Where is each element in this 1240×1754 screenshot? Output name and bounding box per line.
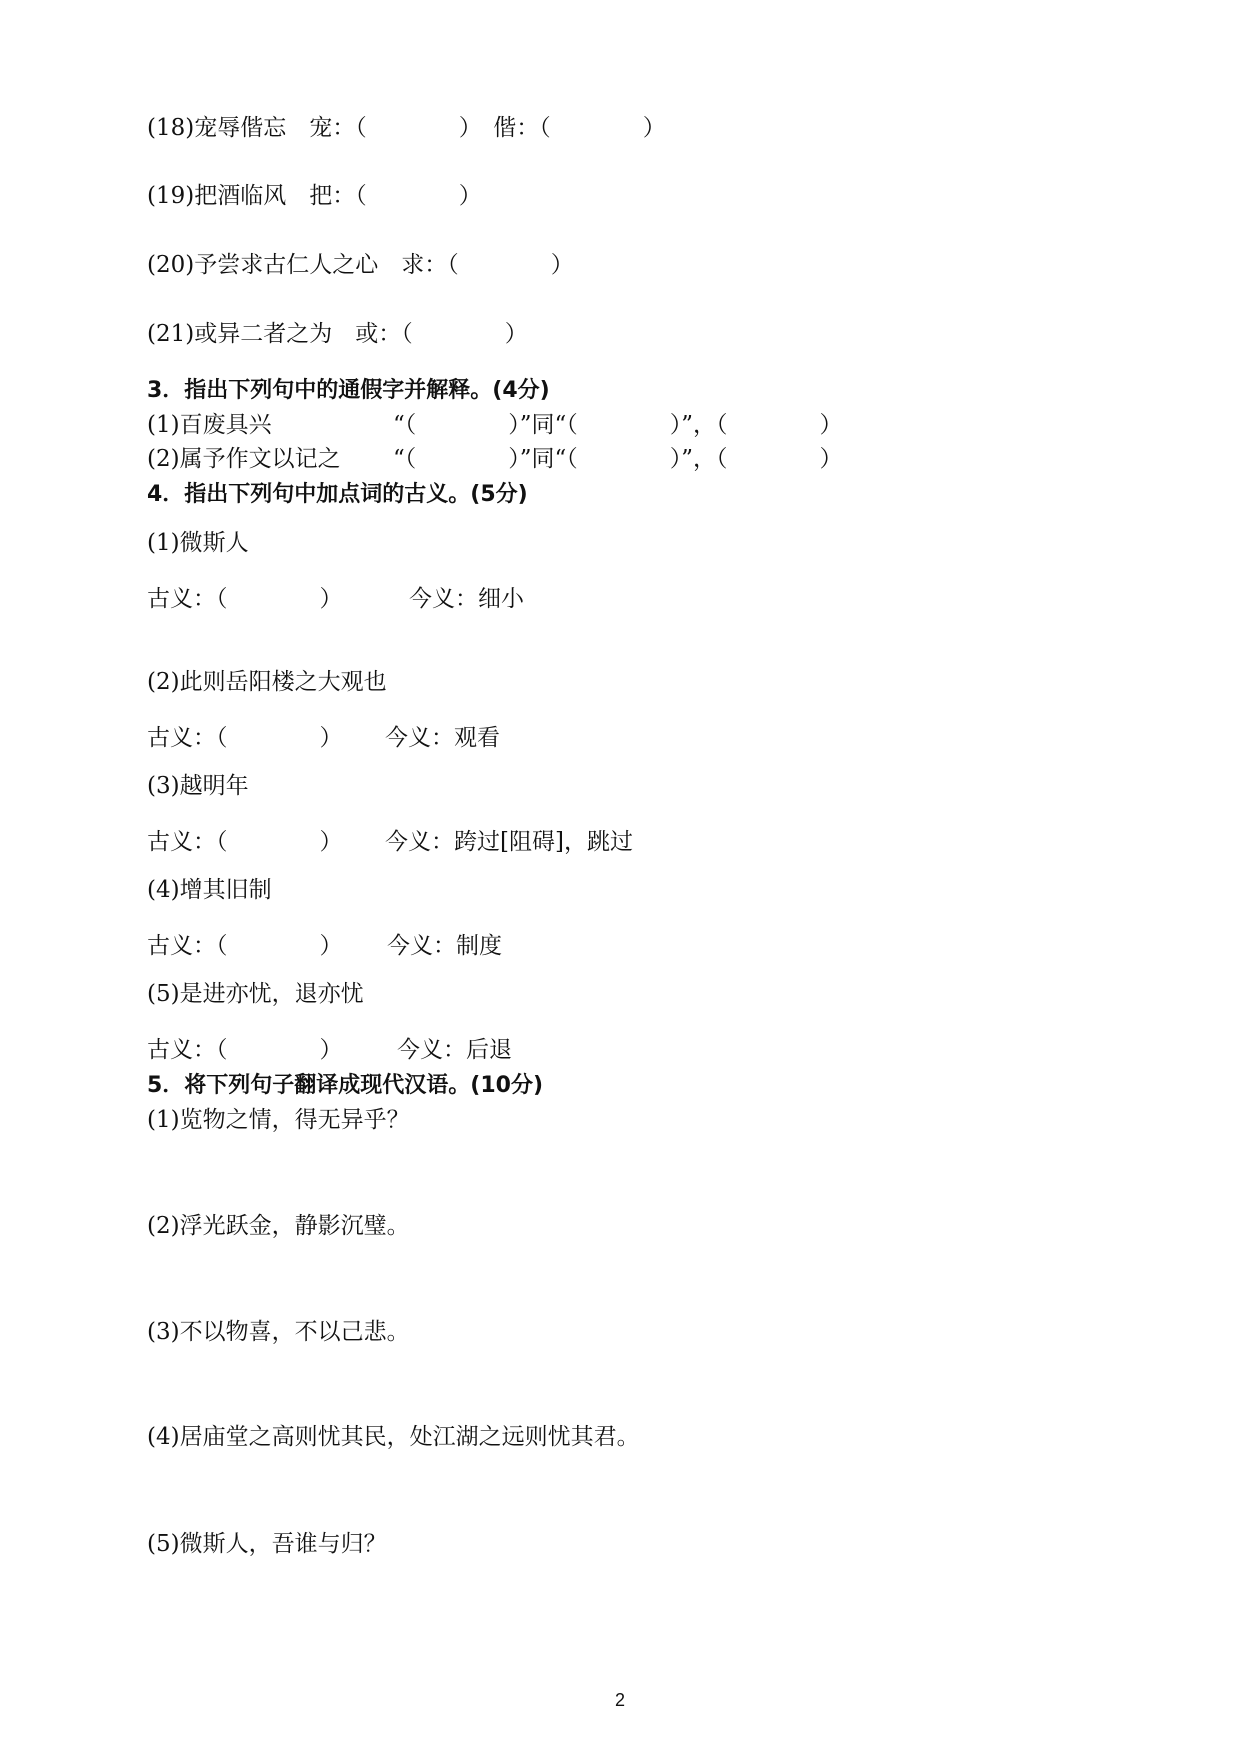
q4-item-3-ancient: 古义：（ ） [147,829,343,855]
q5-item-3: (3)不以物喜，不以己悲。 [147,1319,410,1345]
q4-item-5-ancient: 古义：（ ） [147,1037,343,1063]
q4-item-3-modern: 今义：跨过[阻碍]，跳过 [385,829,633,855]
q4-item-3-source: (3)越明年 [147,773,249,799]
q3-item-1-blanks: “（ ）”同“（ ）”，（ ） [393,412,843,438]
vocab-line-18: (18)宠辱偕忘 宠：（ ） 偕：（ ） [147,115,666,141]
q4-heading: 4．指出下列句中加点词的古义。(5分) [147,482,528,507]
q4-item-1-ancient: 古义：（ ） [147,586,343,612]
q5-item-4: (4)居庙堂之高则忧其民，处江湖之远则忧其君。 [147,1424,640,1450]
vocab-line-20: (20)予尝求古仁人之心 求：（ ） [147,252,574,278]
q5-item-2: (2)浮光跃金，静影沉璧。 [147,1213,410,1239]
q3-item-1-source: (1)百废具兴 [147,412,272,438]
q4-item-2-modern: 今义：观看 [385,725,500,751]
q4-item-1-source: (1)微斯人 [147,530,249,556]
q5-item-5: (5)微斯人，吾谁与归？ [147,1531,387,1557]
q5-item-1: (1)览物之情，得无异乎？ [147,1107,410,1133]
vocab-line-19: (19)把酒临风 把：（ ） [147,183,482,209]
q4-item-2-source: (2)此则岳阳楼之大观也 [147,669,387,695]
q4-item-2-ancient: 古义：（ ） [147,725,343,751]
q5-heading: 5．将下列句子翻译成现代汉语。(10分) [147,1073,544,1098]
q4-item-5-source: (5)是进亦忧，退亦忧 [147,981,364,1007]
vocab-line-21: (21)或异二者之为 或：（ ） [147,321,528,347]
q4-item-4-source: (4)增其旧制 [147,877,272,903]
q3-item-2-blanks: “（ ）”同“（ ）”，（ ） [393,446,843,472]
page-number: 2 [614,1690,625,1710]
q3-heading: 3．指出下列句中的通假字并解释。(4分) [147,378,550,403]
q4-item-1-modern: 今义：细小 [409,586,524,612]
q4-item-4-ancient: 古义：（ ） [147,933,343,959]
q4-item-4-modern: 今义：制度 [387,933,502,959]
q3-item-2-source: (2)属予作文以记之 [147,446,341,472]
q4-item-5-modern: 今义：后退 [397,1037,512,1063]
q4-item-1-meanings [147,584,524,674]
